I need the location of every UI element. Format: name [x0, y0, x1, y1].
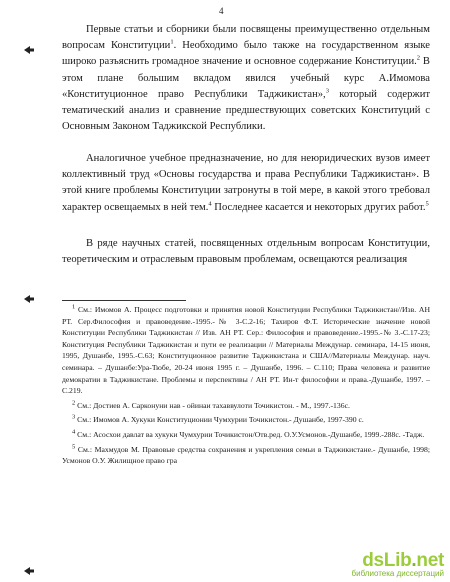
footnote-separator: [62, 300, 186, 301]
text-run: Первые статьи и сборники были посвящены преимущественно отдельным вопросам Конституции: [62, 24, 430, 52]
footnotes: [62, 304, 430, 470]
text-run: Последнее касается и некоторых других работ.: [211, 201, 426, 213]
footnote-text: См.: Имомов А. Процесс подготовки и принятия новой Конституции Республики Таджикистан//Изв. АН РТ. Сер.Философия и правоведение.-1995.-№ 3-С.2-16; Тахиров Ф.Т. Исторические значение новой Конституции Республики Таджикистан // Изв. АН РТ. Сер.: Философия и правоведение.-1995.-№ 3.-С.17-23; Конституция Республики Таджикистан и пути ее реализации // Материалы Междунар. семинара, 14-15 июня, 1995, Душанбе, 1995.-С.63; Конституционное развитие Таджикистана и США//Материалы Междунар. науч. семинара. – Душанбе:Ура-Тюбе, 20-24 июня 1995 г. – Душанбе, 1996. – С.110; Права человека и развитие демократии в Таджикистане. Проблемы и перспективы / АН РТ. Ин-т философии и права.-Душанбе, 1997. –С.219.: [62, 305, 430, 396]
footnote-number: 1: [72, 303, 76, 311]
paragraph: [62, 151, 430, 216]
footnote-number: 3: [72, 413, 76, 421]
footnote-text: См.: Имомов А. Хукуки Конституционии Чумхурии Точикистон.- Душанбе, 1997-390 с.: [75, 415, 364, 425]
footnote-number: 5: [72, 442, 76, 450]
watermark-logo-text: dsLib.net: [362, 550, 444, 571]
main-text-block: [62, 151, 430, 216]
watermark-logo: [352, 550, 444, 578]
footnote-ref: 1: [170, 38, 174, 46]
paragraph: В ряде научных статей, посвященных отдельным вопросам Конституции, теоретическим и отраслевым правовым проблемам, освещаются реализация: [62, 238, 430, 266]
footnote-text: См.: Асосхои давлат ва хукуки Чумхурии Точикистон/Отв.ред. О.У.Усмонов.-Душанбе, 1999.-288с. -Тадж.: [75, 429, 425, 439]
footnote: [62, 304, 430, 397]
text-run: Аналогичное учебное предназначение, но для неюридических вузов имеет коллективный труд «Основы государства и права Республики Таджикистан». В этой книге проблемы Конституции затронуты в той мере, в какой этого требовал характер освещаемых в ней тем.: [62, 153, 430, 213]
watermark-subtitle: библиотека диссертаций: [351, 569, 444, 578]
scan-arrow-mark-icon: [24, 566, 34, 576]
text-run: который содержит тематический анализ и сравнение предшествующих советских Конституций с Основным Законом Таджикской Республики.: [62, 88, 430, 133]
main-text-block: [62, 236, 430, 268]
text-run: В этом плане большим вкладом явился учебный курс А.Имомова «Конституционное право Республики Таджикистан»,: [62, 56, 430, 100]
paragraph: [62, 22, 430, 135]
footnote-ref: 3: [325, 87, 329, 95]
footnote-text: См.: Махмудов М. Правовые средства сохранения и укрепления семьи в Таджикистане.- Душанбе, 1998; Усмонов О.У. Жилищное право гра: [62, 444, 430, 466]
footnote-text: См.: Достиев А. Сарконуни нав - ойинаи тахаввулоти Точикистон. - М., 1997.-136с.: [75, 400, 350, 410]
main-text-block: [62, 22, 430, 135]
page-number: 4: [219, 6, 224, 16]
footnote: [62, 400, 430, 412]
text-run: . Необходимо было также на государственном языке широко разъяснить громадное значение и основное содержание Конституции.: [62, 40, 430, 68]
footnote-ref: 4: [208, 200, 212, 208]
footnote: [62, 444, 430, 467]
footnote: [62, 414, 430, 426]
footnote-number: 2: [72, 399, 76, 407]
footnote-ref: 2: [416, 54, 421, 62]
footnote-number: 4: [72, 428, 76, 436]
footnote-ref: 5: [425, 200, 429, 208]
scan-arrow-mark-icon: [24, 45, 34, 55]
footnote: [62, 429, 430, 441]
scan-arrow-mark-icon: [24, 294, 34, 304]
